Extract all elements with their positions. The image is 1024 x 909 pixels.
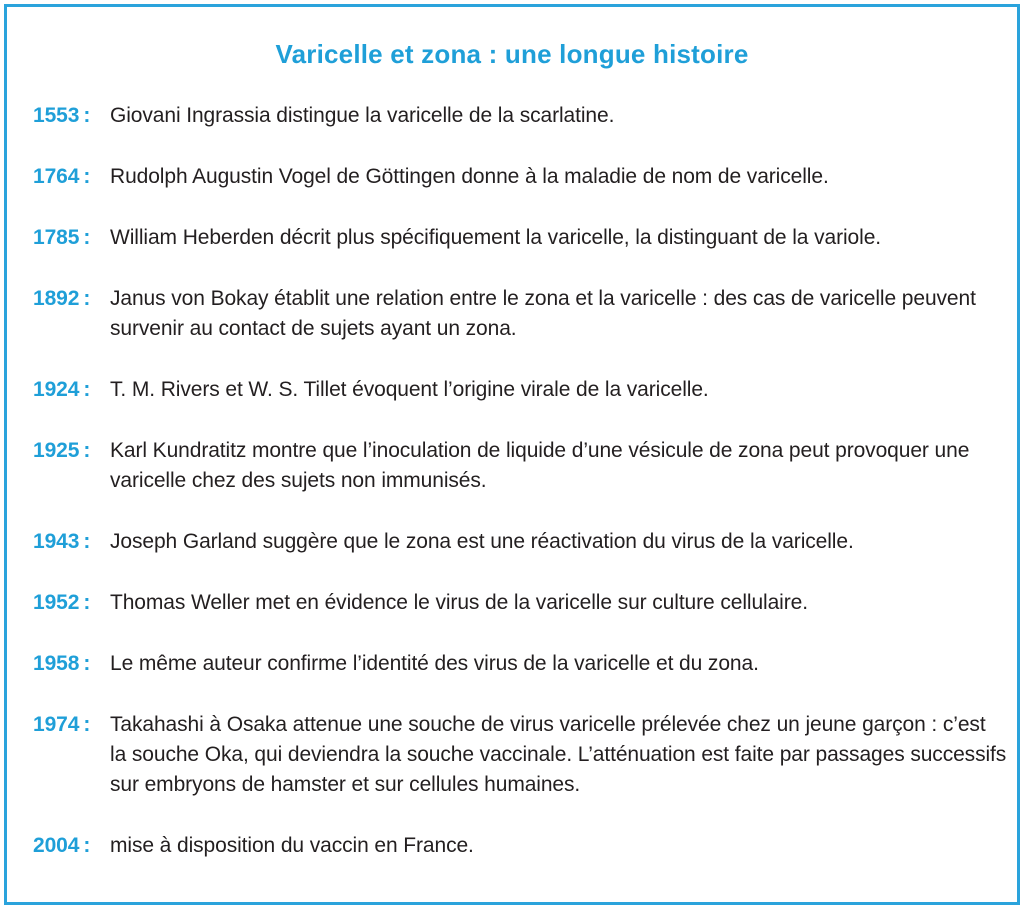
page-title: Varicelle et zona : une longue histoire xyxy=(275,39,749,69)
entry-year: 1958 : xyxy=(33,652,91,675)
entry-text: Janus von Bokay établit une relation entre le zona et la varicelle : des cas de varicelle peuvent survenir au contact de sujets ayant un zona. xyxy=(110,287,976,340)
timeline-entry-1974 xyxy=(33,710,1007,800)
timeline-entry-1553 xyxy=(33,101,1007,131)
timeline-box xyxy=(4,4,1020,905)
entry-year: 1952 : xyxy=(33,591,91,614)
entry-year: 1764 : xyxy=(33,165,91,188)
entry-text: Karl Kundratitz montre que l’inoculation de liquide d’une vésicule de zona peut provoquer une varicelle chez des sujets non immunisés. xyxy=(110,439,970,492)
timeline-entry-1952 xyxy=(33,588,1007,618)
timeline-entry-1924 xyxy=(33,375,1007,405)
entry-year: 1974 : xyxy=(33,713,91,736)
timeline-entry-1764 xyxy=(33,162,1007,192)
entry-year: 1892 : xyxy=(33,287,91,310)
entry-text: Le même auteur confirme l’identité des virus de la varicelle et du zona. xyxy=(110,652,759,675)
entry-year: 1943 : xyxy=(33,530,91,553)
entry-year: 2004 : xyxy=(33,834,91,857)
timeline-list xyxy=(33,101,1007,892)
timeline-entry-1892 xyxy=(33,284,1007,344)
timeline-entry-2004 xyxy=(33,831,1007,861)
entry-text: Joseph Garland suggère que le zona est une réactivation du virus de la varicelle. xyxy=(110,530,854,553)
entry-year: 1553 : xyxy=(33,104,91,127)
entry-text: Rudolph Augustin Vogel de Göttingen donne à la maladie de nom de varicelle. xyxy=(110,165,829,188)
entry-text: Thomas Weller met en évidence le virus de la varicelle sur culture cellulaire. xyxy=(110,591,808,614)
timeline-entry-1943 xyxy=(33,527,1007,557)
entry-text: mise à disposition du vaccin en France. xyxy=(110,834,474,857)
entry-text: Takahashi à Osaka attenue une souche de virus varicelle prélevée chez un jeune garçon : c’est la souche Oka, qui deviendra la souche vaccinale. L’atténuation est faite par passages successifs sur embryons de hamster et sur cellules humaines. xyxy=(110,713,1007,796)
entry-text: T. M. Rivers et W. S. Tillet évoquent l’origine virale de la varicelle. xyxy=(110,378,709,401)
entry-year: 1925 : xyxy=(33,439,91,462)
entry-year: 1785 : xyxy=(33,226,91,249)
entry-text: Giovani Ingrassia distingue la varicelle de la scarlatine. xyxy=(110,104,615,127)
entry-year: 1924 : xyxy=(33,378,91,401)
timeline-entry-1785 xyxy=(33,223,1007,253)
entry-text: William Heberden décrit plus spécifiquement la varicelle, la distinguant de la variole. xyxy=(110,226,882,249)
timeline-entry-1958 xyxy=(33,649,1007,679)
timeline-entry-1925 xyxy=(33,436,1007,496)
